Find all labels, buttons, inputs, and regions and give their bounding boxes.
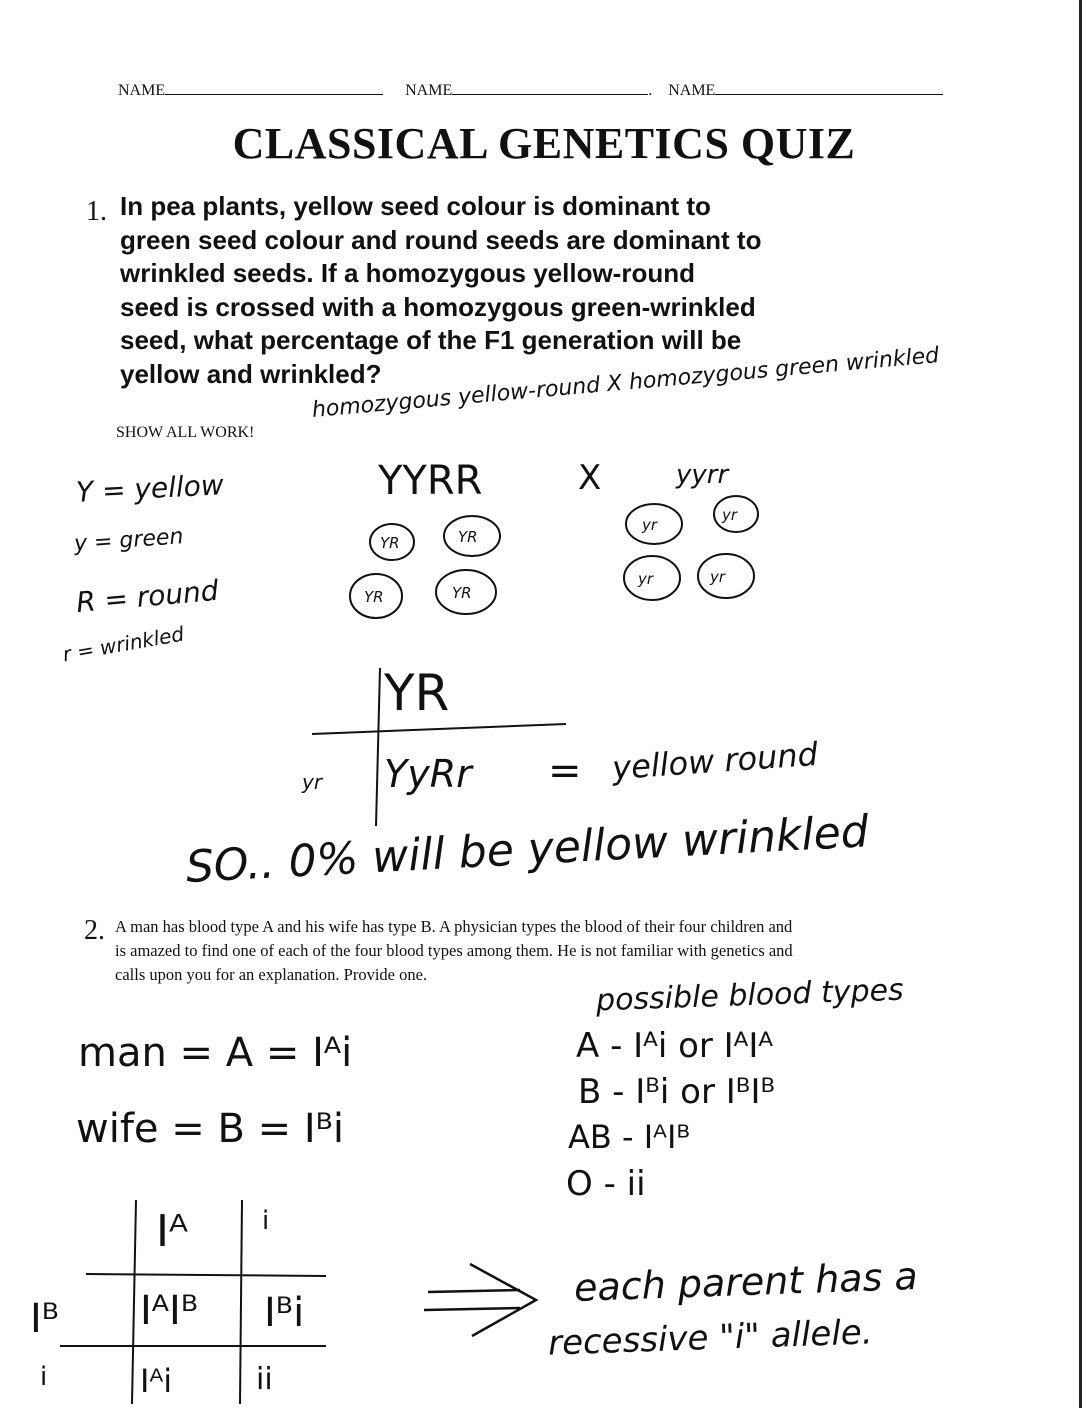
q2-line: is amazed to find one of each of the four blood types among them. He is not familiar with genetics and [115,941,793,960]
punnett2-side-i: i [40,1362,48,1392]
hand-key-yellow: Y = yellow [75,468,225,509]
gamete-label: YR [452,584,472,602]
punnett2-cell-ii: ii [256,1362,273,1397]
gamete-circle [714,496,758,532]
gamete-circle [370,524,414,560]
punnett2-vertical-line [132,1200,136,1404]
punnett2-cell-iaib: IᴬIᴮ [140,1288,199,1334]
q1-line: seed, what percentage of the F1 generation will be [120,325,742,355]
gamete-circle [698,554,754,598]
hand-answer: SO.. 0% will be yellow wrinkled [184,806,870,893]
punnett2-cell-ibi: Iᴮi [264,1290,305,1336]
q1-line: yellow and wrinkled? [120,358,382,389]
gamete-label: YR [458,528,478,546]
hand-conclusion-line1: each parent has a [573,1254,919,1310]
q2-line: A man has blood type A and his wife has type B. A physician types the blood of their four children and [115,917,793,936]
hand-offspring-phenotype: yellow round [610,734,820,788]
name-fields: NAME NAME . NAME [118,80,943,100]
gamete-circle [444,516,500,556]
question-2-number: 2. [84,915,105,946]
punnett2-top-ia: Iᴬ [156,1206,188,1257]
hand-conclusion-line2: recessive "i" allele. [547,1312,874,1364]
hand-key-green: y = green [73,524,185,557]
page-title: CLASSICAL GENETICS QUIZ [232,119,856,168]
punnett2-top-i: i [262,1206,270,1236]
hand-wife-genotype: wife = B = Iᴮi [76,1106,345,1152]
punnett1-offspring: YyRr [384,752,472,796]
name-label-3: NAME [668,82,716,99]
punnett1-top-gamete: YR [384,664,450,722]
punnett2-side-ib: Iᴮ [30,1296,60,1342]
hand-type-o: O - ii [566,1164,646,1204]
punnett1-horizontal-line [312,724,566,734]
hand-type-a: A - Iᴬi or IᴬIᴬ [576,1026,773,1066]
hand-possible-types-heading: possible blood types [595,972,905,1019]
hand-man-genotype: man = A = Iᴬi [78,1030,353,1076]
gamete-circle [436,570,496,614]
hand-type-b: B - Iᴮi or IᴮIᴮ [578,1072,776,1112]
gamete-circle [624,556,680,600]
name-label-2: NAME [405,82,453,99]
arrow-line [428,1290,520,1292]
hand-key-wrinkled: r = wrinkled [60,621,186,667]
hand-cross-x: X [578,458,602,498]
q2-line: calls upon you for an explanation. Provide one. [115,965,428,984]
punnett2-horizontal-line [86,1274,326,1276]
gamete-circle [350,574,402,618]
gamete-label: yr [642,516,658,534]
hand-type-ab: AB - IᴬIᴮ [568,1118,691,1156]
q1-line: In pea plants, yellow seed colour is dominant to [120,191,711,221]
gamete-circle [626,504,682,544]
hand-key-round: R = round [74,573,220,620]
arrow-head [470,1264,536,1336]
gamete-label: yr [722,506,738,524]
hand-parent-2-genotype: yyrr [676,460,729,490]
punnett2-cell-iai: Iᴬi [140,1362,173,1400]
q1-line: seed is crossed with a homozygous green-wrinkled [120,291,756,322]
q1-line: wrinkled seeds. If a homozygous yellow-round [120,258,695,288]
arrow-line [424,1308,520,1310]
question-1-number: 1. [86,196,107,227]
punnett1-vertical-line [376,668,380,826]
hand-parent-1-genotype: YYRR [378,458,483,504]
hand-equals: = [548,748,582,794]
show-work-label: SHOW ALL WORK! [116,424,255,441]
punnett2-vertical-line [240,1200,242,1404]
gamete-label: yr [710,568,726,586]
punnett1-side-gamete: yr [302,770,323,794]
gamete-label: YR [364,588,384,606]
q1-line: green seed colour and round seeds are dominant to [120,224,762,255]
gamete-label: YR [380,534,400,552]
hand-cross-statement: homozygous yellow-round X homozygous green wrinkled [310,343,941,423]
name-label-1: NAME [118,82,166,99]
gamete-label: yr [638,570,654,588]
